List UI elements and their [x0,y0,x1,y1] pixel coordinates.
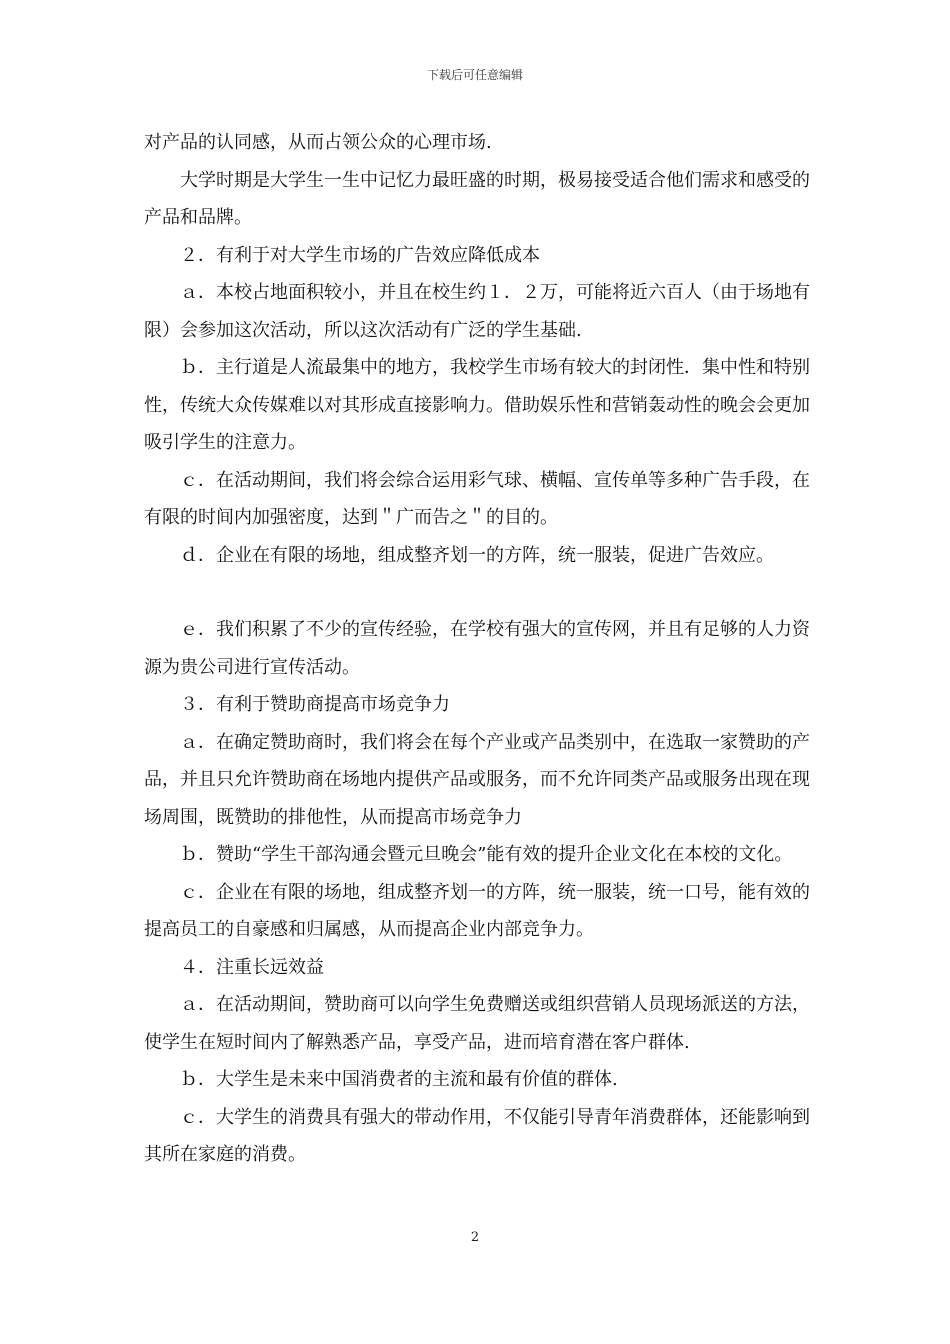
paragraph-item-d: ｄ．企业在有限的场地，组成整齐划一的方阵，统一服装，促进广告效应。 [180,544,774,566]
blank-line [144,574,816,611]
paragraph-item-c-3: ｃ．大学生的消费具有强大的带动作用，不仅能引导青年消费群体，还能影响到其所在家庭的消费。 [144,1106,810,1165]
paragraph-item-b: ｂ．主行道是人流最集中的地方，我校学生市场有较大的封闭性．集中性和特别性，传统大众传媒难以对其形成直接影响力。借助娱乐性和营销轰动性的晚会会更加吸引学生的注意力。 [144,357,810,453]
paragraph-item-a-2: ａ．在确定赞助商时，我们将会在每个产业或产品类别中，在选取一家赞助的产品，并且只允许赞助商在场地内提供产品或服务，而不允许同类产品或服务出现在现场周围，既赞助的排他性，从而提高市场竞争力 [144,731,810,828]
paragraph-item-a-3: ａ．在活动期间，赞助商可以向学生免费赠送或组织营销人员现场派送的方法，使学生在短时间内了解熟悉产品，享受产品，进而培育潜在客户群体. [144,994,810,1053]
paragraph-item-a: ａ．本校占地面积较小，并且在校生约１．２万，可能将近六百人（由于场地有限）会参加这次活动，所以这次活动有广泛的学生基础. [144,282,810,341]
paragraph-item-c: ｃ．在活动期间，我们将会综合运用彩气球、横幅、宣传单等多种广告手段，在有限的时间内加强密度，达到＂广而告之＂的目的。 [144,469,810,528]
page-number: 2 [470,1230,480,1245]
section-heading-2: ２．有利于对大学生市场的广告效应降低成本 [180,244,540,266]
paragraph-item-e: ｅ．我们积累了不少的宣传经验，在学校有强大的宣传网，并且有足够的人力资源为贵公司进行宣传活动。 [144,619,810,678]
section-heading-3: ３．有利于赞助商提高市场竞争力 [180,694,450,715]
paragraph-item-c-2: ｃ．企业在有限的场地，组成整齐划一的方阵，统一服装，统一口号，能有效的提高员工的自豪感和归属感，从而提高企业内部竞争力。 [144,881,810,940]
paragraph-item-b-2: ｂ．赞助“学生干部沟通会暨元旦晚会”能有效的提升企业文化在本校的文化。 [180,844,793,865]
paragraph-2: 大学时期是大学生一生中记忆力最旺盛的时期，极易接受适合他们需求和感受的产品和品牌。 [144,169,810,228]
page-header: 下载后可任意编辑 [426,68,523,82]
paragraph-1: 对产品的认同感，从而占领公众的心理市场. [144,132,492,153]
paragraph-item-b-3: ｂ．大学生是未来中国消费者的主流和最有价值的群体. [180,1069,618,1090]
section-heading-4: ４．注重长远效益 [180,956,324,978]
document-body [144,124,816,1174]
